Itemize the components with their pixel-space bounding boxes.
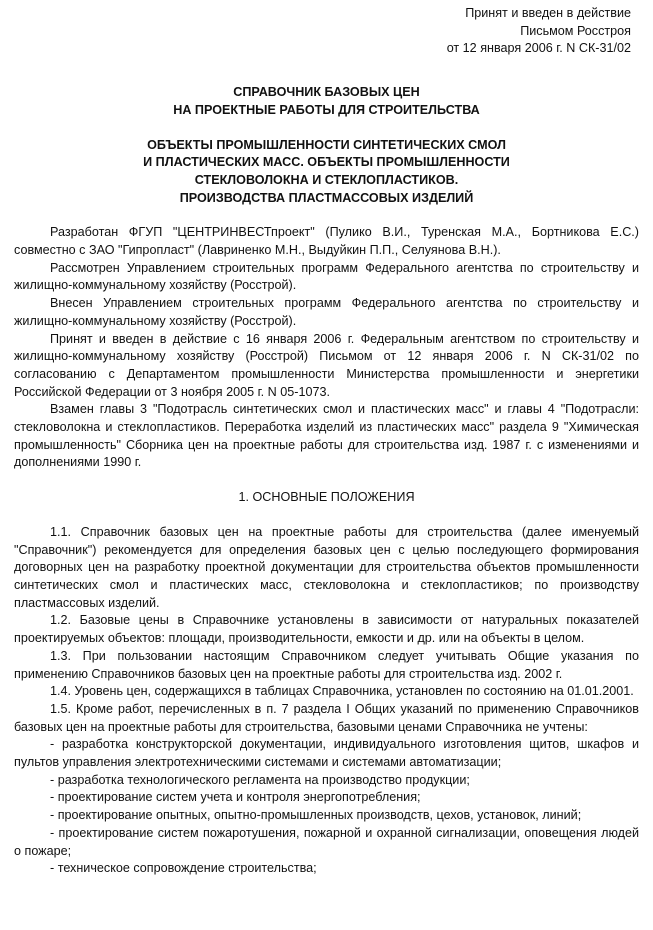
section-item: 1.1. Справочник базовых цен на проектные работы для строительства (далее именуемый "Справочник") рекомендуется для определения базовых цен с целью последующего формирования договорных цен на разработку проектной документации для строительства объектов промышленности синтетических смол и пластических масс, стекловолокна и стеклопластиков; по производству пластмассовых изделий. [14,524,639,610]
subtitle-line: СТЕКЛОВОЛОКНА И СТЕКЛОПЛАСТИКОВ. [194,172,459,187]
document-title [14,84,639,119]
subtitle-line: И ПЛАСТИЧЕСКИХ МАСС. ОБЪЕКТЫ ПРОМЫШЛЕННОСТИ [143,155,510,170]
approval-stamp [14,5,631,58]
list-item: - проектирование систем пожаротушения, пожарной и охранной сигнализации, оповещения людей о пожаре; [14,825,639,858]
section-item: 1.3. При пользовании настоящим Справочником следует учитывать Общие указания по применению Справочников базовых цен на проектные работы для строительства изд. 2002 г. [14,648,639,681]
approval-line: от 12 января 2006 г. N СК-31/02 [446,41,631,56]
intro-block [14,224,639,472]
section-item: 1.4. Уровень цен, содержащихся в таблицах Справочника, установлен по состоянию на 01.01.2001. [50,684,634,699]
section-items [14,524,639,736]
intro-paragraph: Рассмотрен Управлением строительных программ Федерального агентства по строительству и жилищно-коммунальному хозяйству (Росстрой). [14,260,639,293]
list-item: - разработка конструкторской документации, индивидуального изготовления щитов, шкафов и пультов управления электротехническими системами и системами автоматизации; [14,737,639,770]
title-line: СПРАВОЧНИК БАЗОВЫХ ЦЕН [233,85,420,100]
list-item: - проектирование систем учета и контроля энергопотребления; [50,790,421,805]
list-item: - техническое сопровождение строительства; [50,861,317,876]
subtitle-line: ПРОИЗВОДСТВА ПЛАСТМАССОВЫХ ИЗДЕЛИЙ [179,190,474,205]
intro-paragraph: Принят и введен в действие с 16 января 2006 г. Федеральным агентством по строительству и жилищно-коммунальному хозяйству (Росстрой) Письмом от 12 января 2006 г. N СК-31/02 по согласованию с Департаментом промышленности Министерства промышленности и энергетики Российской Федерации от 3 ноября 2005 г. N 05-1073. [14,331,639,399]
exclusions-list [14,736,639,878]
list-item: - разработка технологического регламента на производство продукции; [50,772,470,787]
document-subtitle [14,137,639,208]
title-line: НА ПРОЕКТНЫЕ РАБОТЫ ДЛЯ СТРОИТЕЛЬСТВА [173,102,480,117]
list-item: - проектирование опытных, опытно-промышленных производств, цехов, установок, линий; [50,808,582,823]
section-heading: 1. ОСНОВНЫЕ ПОЛОЖЕНИЯ [238,490,415,505]
intro-paragraph: Разработан ФГУП "ЦЕНТРИНВЕСТпроект" (Пулико В.И., Туренская М.А., Бортникова Е.С.) совместно с ЗАО "Гипропласт" (Лавриненко М.Н., Выдуйкин П.П., Селуянова В.Н.). [14,225,639,258]
intro-paragraph: Взамен главы 3 "Подотрасль синтетических смол и пластических масс" и главы 4 "Подотрасли: стекловолокна и стеклопластиков. Переработка изделий из пластических масс" раздела 9 "Химическая промышленность" Сборника цен на проектные работы для строительства изд. 1987 г. с изменениями и дополнениями 1990 г. [14,402,639,470]
approval-line: Письмом Росстроя [520,23,631,38]
approval-line: Принят и введен в действие [465,6,631,20]
subtitle-line: ОБЪЕКТЫ ПРОМЫШЛЕННОСТИ СИНТЕТИЧЕСКИХ СМОЛ [147,137,506,152]
section-item: 1.5. Кроме работ, перечисленных в п. 7 раздела I Общих указаний по применению Справочников базовых цен на проектные работы для строительства, базовыми ценами Справочника не учтены: [14,701,639,734]
intro-paragraph: Внесен Управлением строительных программ Федерального агентства по строительству и жилищно-коммунальному хозяйству (Росстрой). [14,296,639,328]
section-item: 1.2. Базовые цены в Справочнике установлены в зависимости от натуральных показателей проектируемых объектов: площади, производительности, емкости и др. или на объекты в целом. [14,613,639,646]
